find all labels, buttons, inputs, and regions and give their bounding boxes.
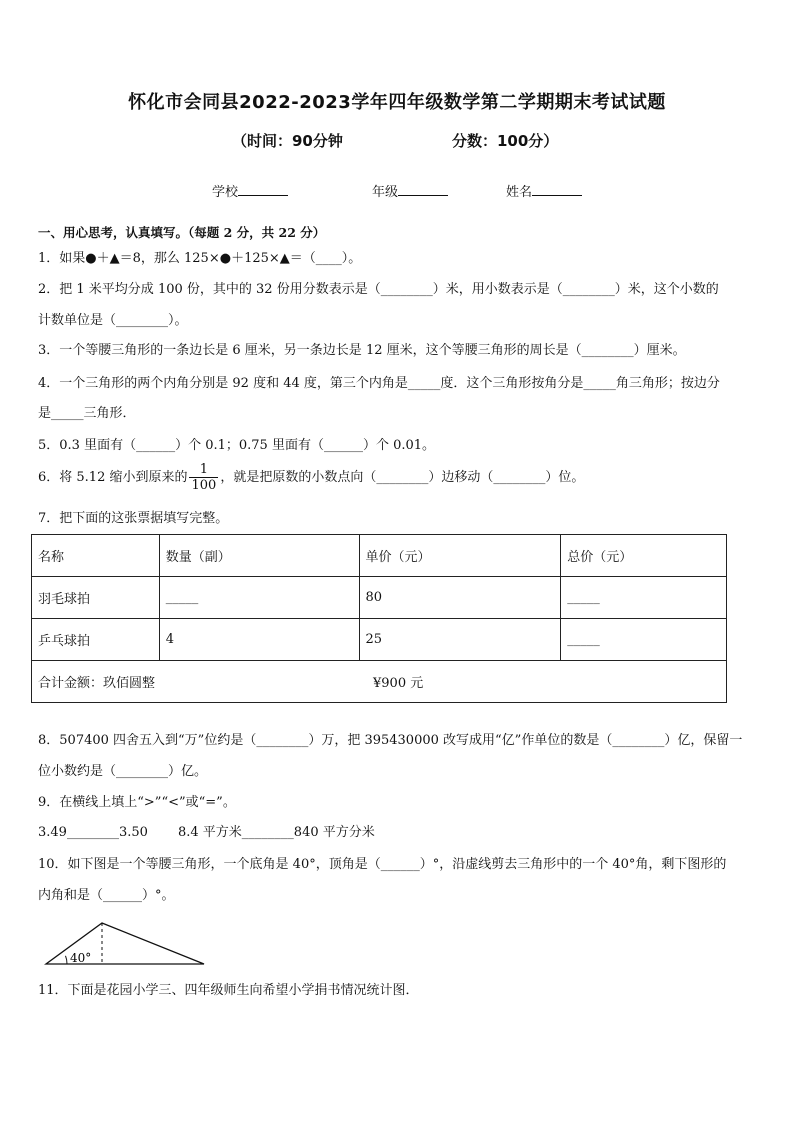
header-quantity: 数量（副） (159, 535, 359, 577)
cell-quantity: 4 (159, 619, 359, 661)
name-blank[interactable] (532, 183, 582, 196)
table-row (32, 619, 727, 661)
question-2-line1: 2．把 1 米平均分成 100 份，其中的 32 份用分数表示是（________）米，用小数表示是（________）米，这个小数的 (38, 282, 719, 297)
question-6-prefix: 6．将 5.12 缩小到原来的 (38, 470, 188, 485)
question-3: 3．一个等腰三角形的一条边长是 6 厘米，另一条边长是 12 厘米，这个等腰三角形的周长是（________）厘米。 (38, 343, 686, 358)
grade-blank[interactable] (398, 183, 448, 196)
grade-field (372, 181, 448, 200)
page-title: 怀化市会同县2022-2023学年四年级数学第二学期期末考试试题 (128, 92, 666, 113)
question-6-suffix: ，就是把原数的小数点向（________）边移动（________）位。 (220, 470, 585, 485)
cell-total-blank[interactable]: _____ (561, 619, 727, 661)
question-9: 9．在横线上填上“>”“<”或“=”。 (38, 795, 236, 810)
question-1: 1．如果●＋▲＝8，那么 125×●＋125×▲＝（____）。 (38, 251, 362, 266)
cell-item: 乒乓球拍 (32, 619, 160, 661)
header-name: 名称 (32, 535, 160, 577)
question-8-line2: 位小数约是（________）亿。 (38, 764, 208, 779)
cell-total-blank[interactable]: _____ (561, 577, 727, 619)
name-label: 姓名 (506, 185, 533, 200)
question-6 (38, 462, 584, 493)
header-total: 总价（元） (561, 535, 727, 577)
fraction (189, 462, 218, 493)
header-unit-price: 单价（元） (359, 535, 561, 577)
question-9-item-b: 8.4 平方米________840 平方分米 (178, 825, 375, 840)
question-11: 11．下面是花园小学三、四年级师生向希望小学捐书情况统计图． (38, 983, 419, 998)
question-2-line2: 计数单位是（________）。 (38, 313, 188, 328)
cell-quantity-blank[interactable]: _____ (159, 577, 359, 619)
question-4-line2: 是_____三角形． (38, 406, 136, 421)
question-10-line1: 10．如下图是一个等腰三角形，一个底角是 40°，顶角是（______）°，沿虚线剪去三角形中的一个 40°角，剩下图形的 (38, 857, 727, 872)
name-field (506, 181, 582, 200)
question-4-line1: 4．一个三角形的两个内角分别是 92 度和 44 度，第三个内角是_____度．这个三角形按角分是_____角三角形；按边分 (38, 376, 720, 391)
question-5: 5．0.3 里面有（______）个 0.1；0.75 里面有（______）个 0.01。 (38, 438, 436, 453)
question-9-item-a: 3.49________3.50 (38, 825, 148, 840)
total-cell (32, 661, 727, 703)
question-8-line1: 8．507400 四舍五入到“万”位约是（________）万，把 395430000 改写成用“亿”作单位的数是（________）亿，保留一 (38, 733, 743, 748)
table-total-row (32, 661, 727, 703)
fraction-denominator: 100 (191, 478, 217, 493)
total-value: ¥900 元 (373, 676, 424, 691)
fraction-numerator: 1 (189, 462, 218, 478)
school-label: 学校 (212, 185, 239, 200)
cell-item: 羽毛球拍 (32, 577, 160, 619)
school-blank[interactable] (238, 183, 288, 196)
grade-label: 年级 (372, 185, 399, 200)
question-10-line2: 内角和是（______）°。 (38, 888, 175, 903)
cell-unit-price: 25 (359, 619, 561, 661)
exam-score: 分数：100分） (452, 132, 559, 150)
question-7: 7．把下面的这张票据填写完整。 (38, 511, 229, 526)
table-header-row (32, 535, 727, 577)
isosceles-triangle-figure (40, 918, 210, 970)
total-label: 合计金额：玖佰圆整 (38, 676, 156, 691)
angle-arc (66, 956, 68, 964)
angle-label: 40° (70, 951, 92, 965)
exam-time: （时间：90分钟 (232, 132, 343, 150)
section-heading: 一、用心思考，认真填写。（每题 2 分，共 22 分） (38, 225, 326, 240)
cell-unit-price: 80 (359, 577, 561, 619)
school-field (212, 181, 288, 200)
bill-table (31, 534, 727, 703)
table-row (32, 577, 727, 619)
